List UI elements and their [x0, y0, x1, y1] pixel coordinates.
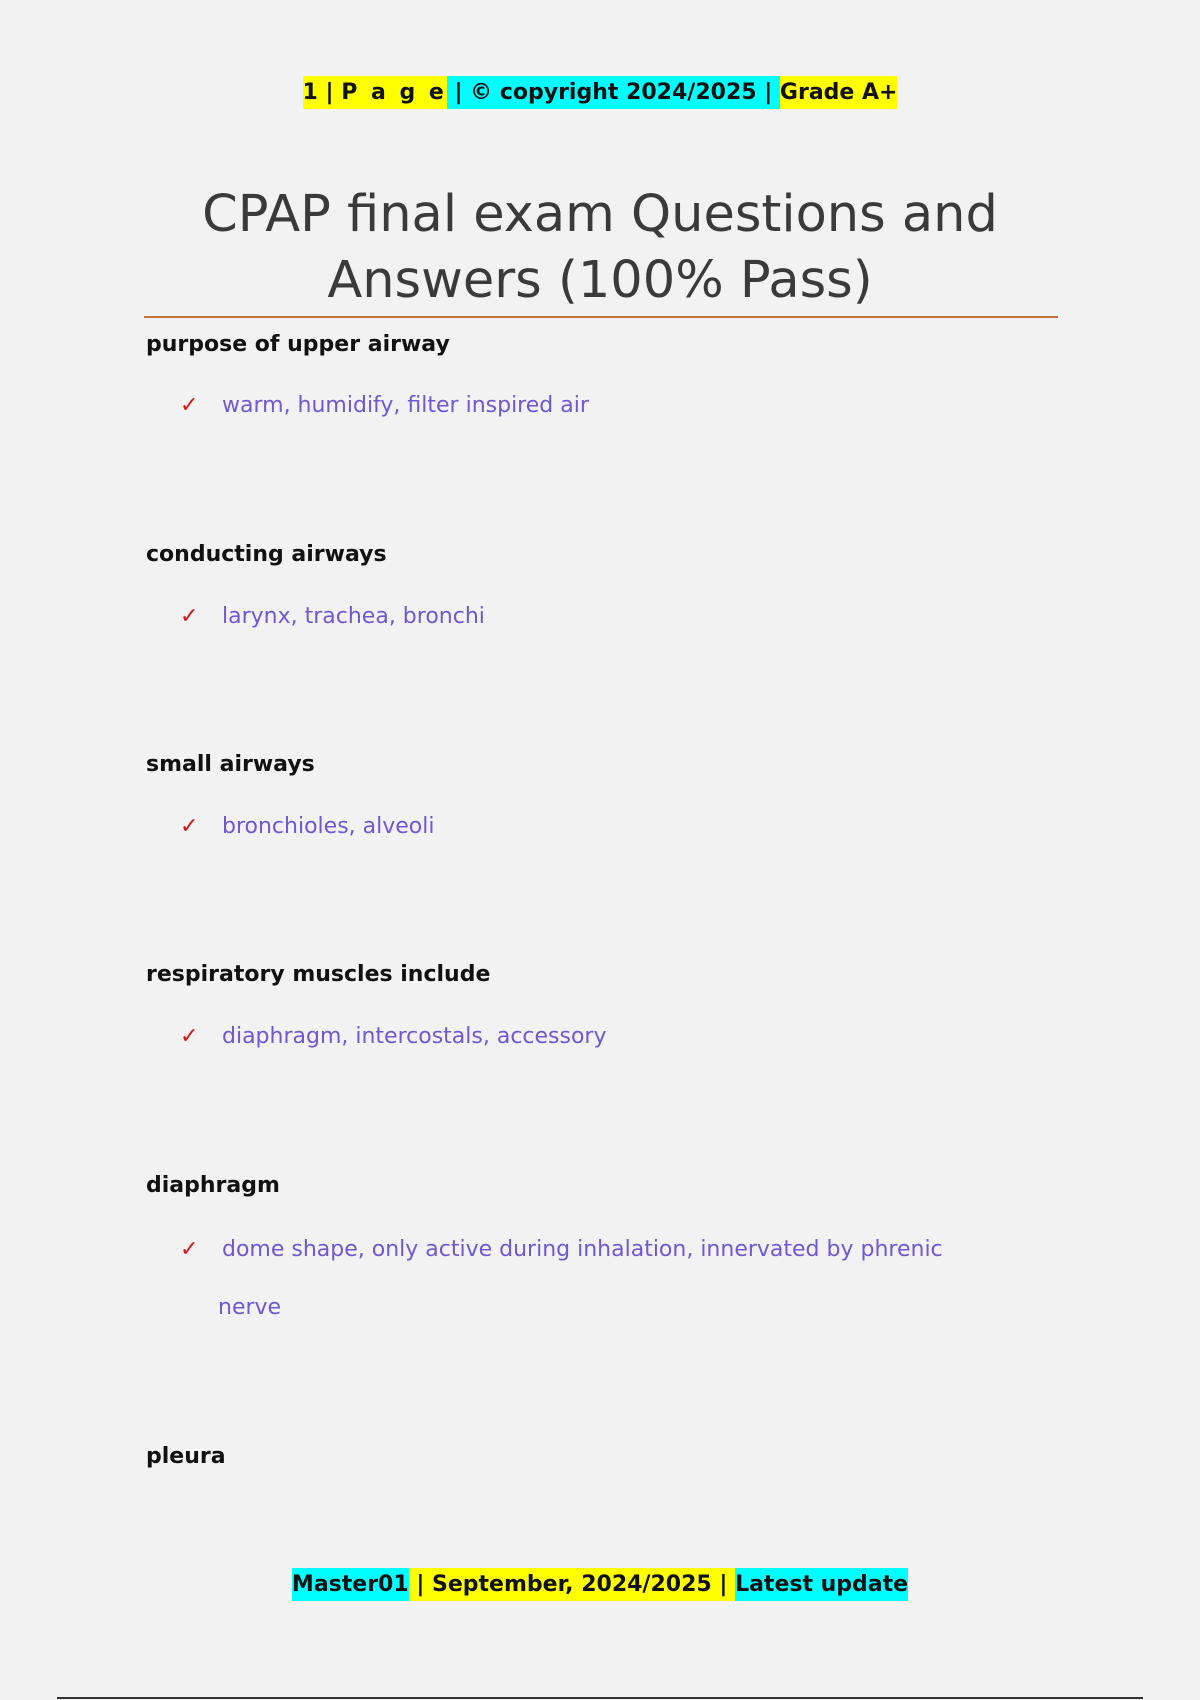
page-number: 1 | P a g e — [303, 76, 447, 109]
title-divider — [144, 316, 1058, 318]
answer-line — [180, 1008, 1060, 1066]
checkmark-icon: ✓ — [180, 1024, 199, 1049]
qa-item — [146, 331, 1046, 418]
answer-text-continued: nerve — [218, 1295, 282, 1320]
qa-item — [146, 1443, 1046, 1471]
document-title: CPAP final exam Questions and Answers (100% Pass) — [202, 185, 998, 310]
question-text: pleura — [146, 1444, 226, 1469]
answer-text: dome shape, only active during inhalation, innervated by phrenic — [222, 1237, 943, 1262]
checkmark-icon: ✓ — [180, 393, 199, 418]
author-label: Master01 — [292, 1568, 409, 1601]
question-text: small airways — [146, 752, 315, 777]
answer-line — [180, 1221, 1060, 1337]
answer-text: larynx, trachea, bronchi — [222, 604, 485, 629]
answer-text: warm, humidify, filter inspired air — [222, 393, 589, 418]
question-text: diaphragm — [146, 1173, 280, 1198]
qa-item — [146, 751, 1046, 839]
checkmark-icon: ✓ — [180, 604, 199, 629]
date-label: | September, 2024/2025 | — [409, 1568, 735, 1601]
answer-line — [180, 377, 1060, 435]
qa-item — [146, 1172, 1046, 1320]
question-text: purpose of upper airway — [146, 332, 450, 357]
answer-line — [180, 588, 1060, 646]
page-header — [0, 76, 1200, 110]
copyright-text: | © copyright 2024/2025 | — [447, 76, 780, 109]
checkmark-icon: ✓ — [180, 1237, 199, 1262]
question-text: conducting airways — [146, 542, 387, 567]
answer-text: diaphragm, intercostals, accessory — [222, 1024, 607, 1049]
update-label: Latest update — [735, 1568, 908, 1601]
answer-line — [180, 798, 1060, 856]
answer-text: bronchioles, alveoli — [222, 814, 435, 839]
qa-item — [146, 541, 1046, 629]
bottom-divider — [57, 1697, 1143, 1699]
grade-badge: Grade A+ — [780, 76, 898, 109]
question-text: respiratory muscles include — [146, 962, 491, 987]
page-footer — [0, 1568, 1200, 1602]
checkmark-icon: ✓ — [180, 814, 199, 839]
qa-item — [146, 961, 1046, 1049]
